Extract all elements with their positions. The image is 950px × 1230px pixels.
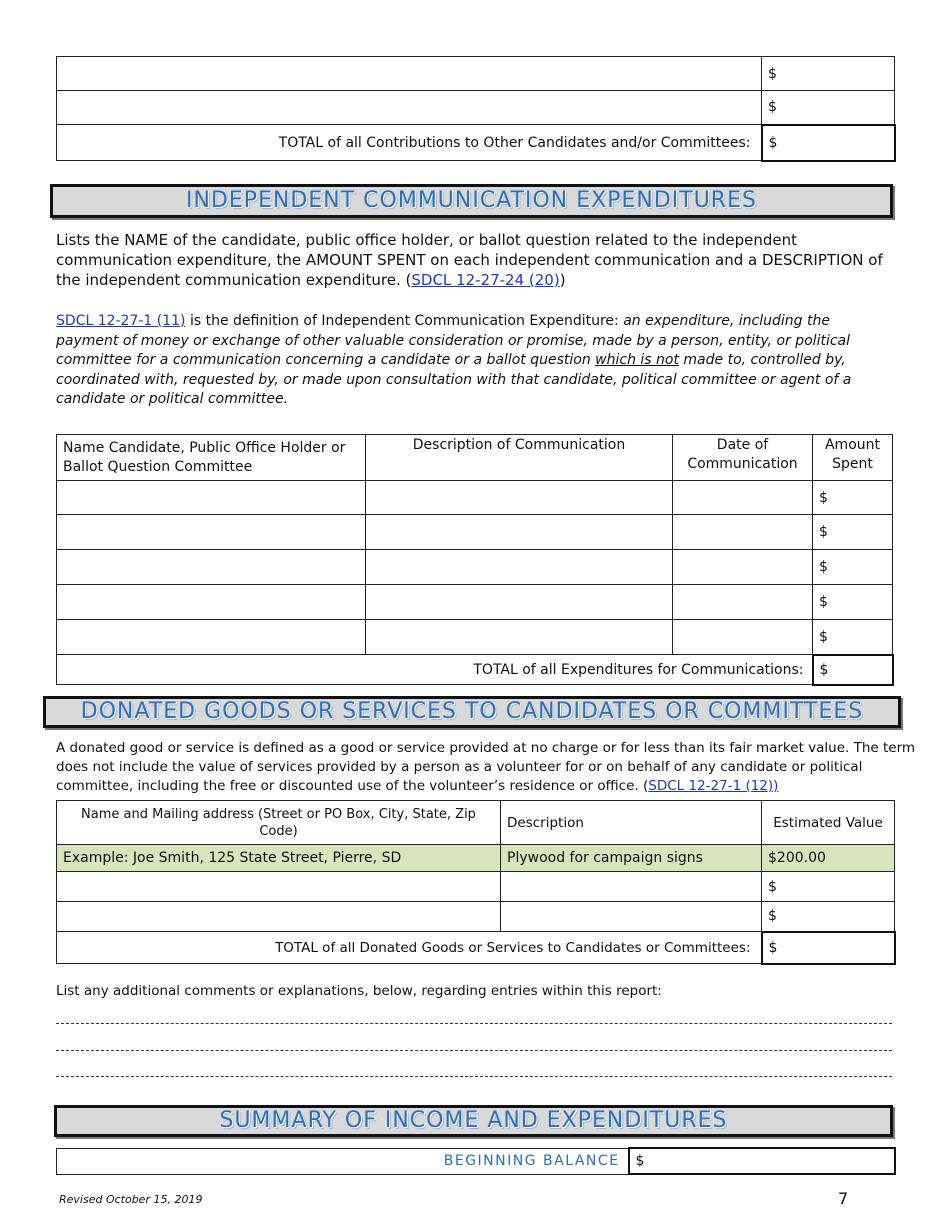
col-header-amount: Amount Spent xyxy=(813,435,893,481)
beginning-balance-table xyxy=(56,1147,896,1175)
table-row xyxy=(57,585,893,620)
description-cell[interactable] xyxy=(366,585,673,620)
example-row xyxy=(57,845,895,872)
table-row xyxy=(57,1148,895,1174)
name-cell[interactable] xyxy=(57,481,366,515)
date-cell[interactable] xyxy=(673,515,813,550)
comment-line[interactable] xyxy=(56,1050,892,1051)
amount-cell[interactable]: $ xyxy=(813,620,893,655)
amount-cell[interactable]: $ xyxy=(813,585,893,620)
intro-text: the independent communication expenditure. ( xyxy=(56,271,412,289)
table-row xyxy=(57,515,893,550)
col-header-estimated-value: Estimated Value xyxy=(762,801,895,845)
beginning-balance-amount[interactable]: $ xyxy=(629,1148,895,1174)
intro-text: ) xyxy=(559,271,566,289)
sdcl-12-27-24-link[interactable]: SDCL 12-27-24 (20) xyxy=(411,271,560,289)
independent-expenditures-heading: INDEPENDENT COMMUNICATION EXPENDITURES xyxy=(50,184,893,218)
page-number: 7 xyxy=(838,1189,849,1208)
donated-goods-heading: DONATED GOODS OR SERVICES TO CANDIDATES OR COMMITTEES xyxy=(43,696,901,728)
name-address-cell[interactable] xyxy=(57,902,501,932)
sdcl-12-27-1-12-link[interactable]: SDCL 12-27-1 (12)) xyxy=(648,778,779,794)
col-header-date: Date of Communication xyxy=(673,435,813,481)
name-cell[interactable] xyxy=(57,550,366,585)
donated-text-line xyxy=(56,777,916,796)
name-address-cell[interactable] xyxy=(57,872,501,902)
contribution-name-cell[interactable] xyxy=(57,57,762,91)
date-cell[interactable] xyxy=(673,481,813,515)
donated-text-line: does not include the value of services provided by a person as a volunteer for or on behalf of any candidate or political xyxy=(56,759,863,775)
table-row xyxy=(57,481,893,515)
contributions-total-label: TOTAL of all Contributions to Other Candidates and/or Committees: xyxy=(57,125,762,161)
amount-cell[interactable]: $ xyxy=(813,481,893,515)
donated-goods-table xyxy=(56,800,896,965)
table-row xyxy=(57,932,895,964)
table-row xyxy=(57,57,895,91)
comment-line[interactable] xyxy=(56,1076,892,1077)
table-row xyxy=(57,872,895,902)
col-header-name: Name Candidate, Public Office Holder or Ballot Question Committee xyxy=(57,435,366,481)
beginning-balance-label: BEGINNING BALANCE xyxy=(57,1148,629,1174)
donated-total-amount[interactable]: $ xyxy=(762,932,895,964)
description-cell[interactable] xyxy=(501,902,762,932)
value-cell[interactable]: $ xyxy=(762,902,895,932)
revised-date: Revised October 15, 2019 xyxy=(59,1193,203,1206)
example-description: Plywood for campaign signs xyxy=(501,845,762,872)
contribution-amount-cell[interactable]: $ xyxy=(762,91,895,125)
comment-line[interactable] xyxy=(56,1023,892,1024)
table-row xyxy=(57,91,895,125)
definition-line: candidate or political committee. xyxy=(56,391,289,407)
definition-text: made to, controlled by, xyxy=(678,352,846,368)
definition-emphasis: which is not xyxy=(595,352,679,368)
donated-text-line: A donated good or service is defined as a good or service provided at no charge or for less than its fair market value. The term xyxy=(56,740,916,756)
definition-line xyxy=(56,351,916,371)
description-cell[interactable] xyxy=(366,620,673,655)
amount-cell[interactable]: $ xyxy=(813,550,893,585)
intro-line: communication expenditure, the AMOUNT SPENT on each independent communication and a DESCRIPTION of xyxy=(56,251,883,269)
contribution-name-cell[interactable] xyxy=(57,91,762,125)
value-cell[interactable]: $ xyxy=(762,872,895,902)
contribution-amount-cell[interactable]: $ xyxy=(762,57,895,91)
example-name: Example: Joe Smith, 125 State Street, Pierre, SD xyxy=(57,845,501,872)
definition-text: an expenditure, including the xyxy=(618,313,830,329)
name-cell[interactable] xyxy=(57,585,366,620)
definition-lead: is the definition of Independent Communication Expenditure: xyxy=(185,313,619,329)
independent-expenditures-table xyxy=(56,434,894,686)
definition-line: coordinated with, requested by, or made upon consultation with that candidate, political committee or agent of a xyxy=(56,371,852,388)
communications-total-amount[interactable]: $ xyxy=(813,655,893,685)
name-cell[interactable] xyxy=(57,620,366,655)
col-header-description: Description xyxy=(501,801,762,845)
description-cell[interactable] xyxy=(366,550,673,585)
table-row xyxy=(57,620,893,655)
date-cell[interactable] xyxy=(673,620,813,655)
donated-total-label: TOTAL of all Donated Goods or Services to Candidates or Committees: xyxy=(57,932,762,964)
description-cell[interactable] xyxy=(366,481,673,515)
col-header-description: Description of Communication xyxy=(366,435,673,481)
date-cell[interactable] xyxy=(673,550,813,585)
definition-line xyxy=(56,312,916,332)
description-cell[interactable] xyxy=(501,872,762,902)
definition-text: committee for a communication concerning a candidate or a ballot question xyxy=(56,352,596,368)
independent-intro xyxy=(56,230,906,290)
donated-definition xyxy=(56,739,916,796)
example-value: $200.00 xyxy=(762,845,895,872)
donated-text: committee, including the free or discounted use of the volunteer’s residence or office. ( xyxy=(56,778,649,794)
independent-definition xyxy=(56,312,916,410)
intro-line: Lists the NAME of the candidate, public office holder, or ballot question related to the independent xyxy=(56,231,798,249)
col-header-name-address: Name and Mailing address (Street or PO Box, City, State, Zip Code) xyxy=(57,801,501,845)
intro-line xyxy=(56,270,906,290)
table-row xyxy=(57,655,893,685)
comments-label: List any additional comments or explanations, below, regarding entries within this report: xyxy=(56,983,662,999)
date-cell[interactable] xyxy=(673,585,813,620)
table-header-row xyxy=(57,801,895,845)
description-cell[interactable] xyxy=(366,515,673,550)
table-row xyxy=(57,550,893,585)
contributions-table xyxy=(56,56,896,162)
sdcl-12-27-1-11-link[interactable]: SDCL 12-27-1 (11) xyxy=(56,313,186,329)
definition-line: payment of money or exchange of other valuable consideration or promise, made by a person, entity, or political xyxy=(56,332,851,349)
table-header-row xyxy=(57,435,893,481)
table-row xyxy=(57,902,895,932)
communications-total-label: TOTAL of all Expenditures for Communications: xyxy=(57,655,813,685)
summary-heading: SUMMARY OF INCOME AND EXPENDITURES xyxy=(54,1105,893,1137)
table-row xyxy=(57,125,895,161)
name-cell[interactable] xyxy=(57,515,366,550)
amount-cell[interactable]: $ xyxy=(813,515,893,550)
contributions-total-amount[interactable]: $ xyxy=(762,125,895,161)
